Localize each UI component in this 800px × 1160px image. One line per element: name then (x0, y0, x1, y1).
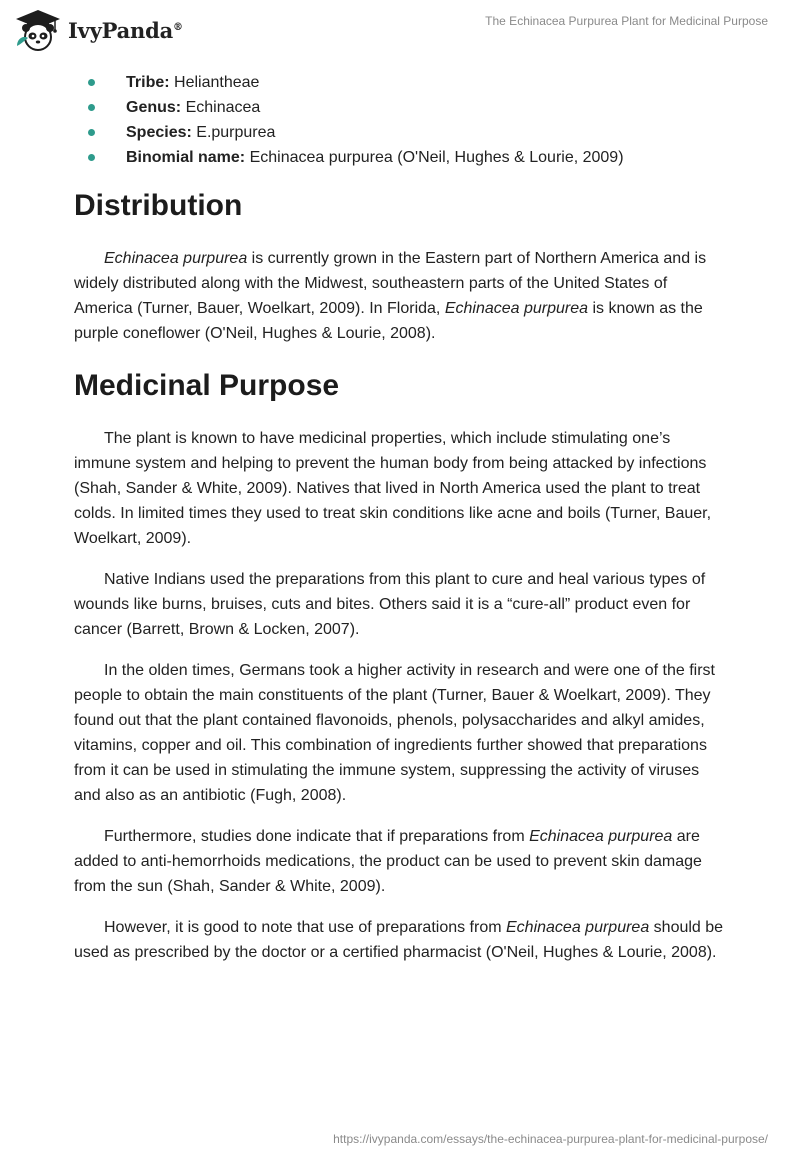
medicinal-paragraph-2: Native Indians used the preparations from this plant to cure and heal various types of wounds like burns, bruises, cuts and bites. Others said it is a “cure-all” product even for cancer (Barrett, Brown & Locken, 2007). (74, 571, 706, 638)
bullet-icon (88, 154, 95, 161)
list-item: Binomial name: Echinacea purpurea (O'Neil, Hughes & Lourie, 2009) (74, 145, 726, 170)
page-header (0, 0, 800, 60)
list-item: Genus: Echinacea (74, 95, 726, 120)
medicinal-paragraph-5: However, it is good to note that use of preparations from Echinacea purpurea should be used as prescribed by the doctor or a certified pharmacist (O'Neil, Hughes & Lourie, 2008). (74, 919, 724, 961)
essay-content (74, 70, 726, 965)
brand-name: IvyPanda® (68, 17, 183, 43)
distribution-paragraph: Echinacea purpurea is currently grown in the Eastern part of Northern America and is widely distributed along with the Midwest, southeastern parts of the United States of America (Turner, Bauer, Woelkart, 2009). In Florida, Echinacea purpurea is known as the purple coneflower (O'Neil, Hughes & Lourie, 2008). (74, 250, 707, 342)
list-item: Tribe: Heliantheae (74, 70, 726, 95)
medicinal-paragraph-1: The plant is known to have medicinal properties, which include stimulating one’s immune system and helping to prevent the human body from being attacked by infections (Shah, Sander & White, 2009). Natives that lived in North America used the plant to treat colds. In limited times they used to treat skin conditions like acne and boils (Turner, Bauer, Woelkart, 2009). (74, 430, 712, 547)
panda-graduate-icon (14, 8, 62, 52)
medicinal-paragraph-4: Furthermore, studies done indicate that if preparations from Echinacea purpurea are added to anti-hemorrhoids medications, the product can be used to prevent skin damage from the sun (Shah, Sander & White, 2009). (74, 828, 702, 895)
bullet-icon (88, 129, 95, 136)
medicinal-purpose-heading: Medicinal Purpose (74, 369, 340, 402)
medicinal-paragraph-3: In the olden times, Germans took a higher activity in research and were one of the first people to obtain the main constituents of the plant (Turner, Bauer & Woelkart, 2009). They found out that the plant contained flavonoids, phenols, polysaccharides and alkyl amides, vitamins, copper and oil. This combination of ingredients further showed that preparations from it can be used in stimulating the immune system, suppressing the activity of viruses and also as an antibiotic (Fugh, 2008). (74, 662, 715, 804)
source-url[interactable]: https://ivypanda.com/essays/the-echinacea-purpurea-plant-for-medicinal-purpose/ (333, 1132, 768, 1146)
bullet-icon (88, 104, 95, 111)
ivypanda-logo[interactable] (14, 8, 183, 52)
bullet-icon (88, 79, 95, 86)
distribution-heading: Distribution (74, 189, 243, 222)
list-item: Species: E.purpurea (74, 120, 726, 145)
document-title: The Echinacea Purpurea Plant for Medicinal Purpose (485, 14, 768, 28)
taxonomy-list (74, 70, 726, 170)
